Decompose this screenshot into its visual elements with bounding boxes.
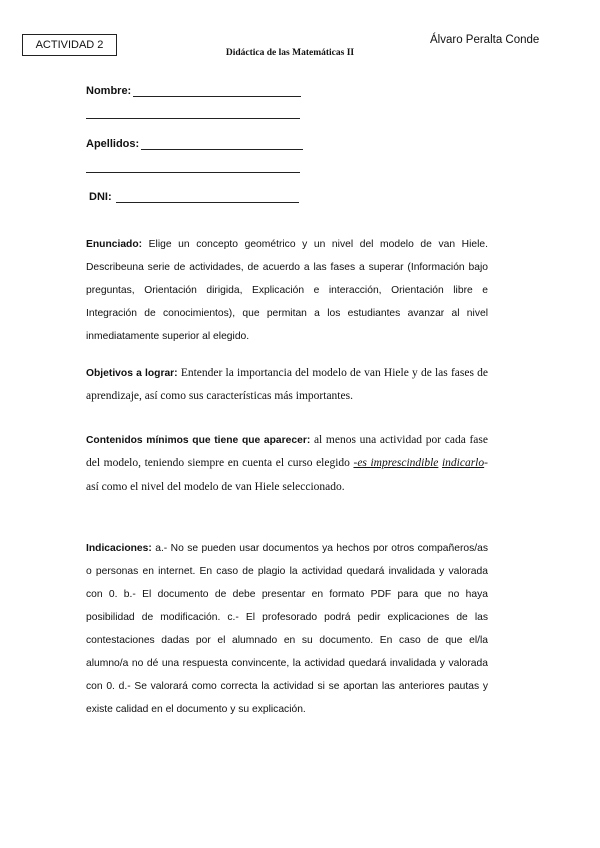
contents-text-a: al menos una actividad por cada fase del modelo, teniendo siempre en cuenta el curso elegido [86,434,488,470]
surname-line[interactable] [141,137,303,150]
dni-field[interactable] [89,190,299,203]
dni-line[interactable] [116,190,299,203]
contents-emphasis-1: -es imprescindible [353,457,439,470]
name-field[interactable] [86,84,301,97]
surname-extra-line[interactable] [86,172,300,173]
statement-label: Enunciado: [86,239,143,250]
subject-title: Didáctica de las Matemáticas II [225,48,355,58]
statement-paragraph [86,233,488,348]
name-extra-line[interactable] [86,118,300,119]
indications-paragraph [86,537,488,721]
name-line[interactable] [133,84,301,97]
dni-label: DNI: [89,191,112,203]
objectives-paragraph [86,362,488,408]
contents-paragraph [86,429,488,499]
indications-text: a.- No se pueden usar documentos ya hechos por otros compañeros/as o personas en internet. En caso de plagio la actividad quedará invalidada y valorada con 0. b.- El documento de debe presentar en formato PDF para que no haya posibilidad de modificación. c.- El profesorado podrá pedir explicaciones de las contestaciones dadas por el alumnado en su documento. En caso de que el/la alumno/a no dé una respuesta convincente, la actividad quedará invalidada y valorada con 0. d.- Se valorará como correcta la actividad si se aportan las anteriores pautas y existe calidad en el documento y su explicación. [86,543,488,715]
author-name: Álvaro Peralta Conde [430,34,540,46]
objectives-label: Objetivos a lograr: [86,368,178,379]
surname-label: Apellidos: [86,138,140,150]
contents-emphasis-2: indicarlo [441,457,485,470]
statement-text: Elige un concepto geométrico y un nivel del modelo de van Hiele. Describeuna serie de actividades, de acuerdo a las fases a superar (Información bajo preguntas, Orientación dirigida, Explicación e interacción, Orientación libre e Integración de conocimientos), que permitan a los estudiantes avanzar al nivel inmediatamente superior al elegido. [86,239,488,342]
contents-text-b: - así como el nivel del modelo de van Hiele seleccionado. [86,457,488,493]
indications-label: Indicaciones: [86,543,152,554]
objectives-text: Entender la importancia del modelo de van Hiele y de las fases de aprendizaje, así como sus características más importantes. [86,367,488,402]
name-label: Nombre: [86,85,132,97]
contents-label: Contenidos mínimos que tiene que aparecer: [86,435,311,446]
activity-label-box: ACTIVIDAD 2 [22,34,117,56]
surname-field[interactable] [86,137,303,150]
